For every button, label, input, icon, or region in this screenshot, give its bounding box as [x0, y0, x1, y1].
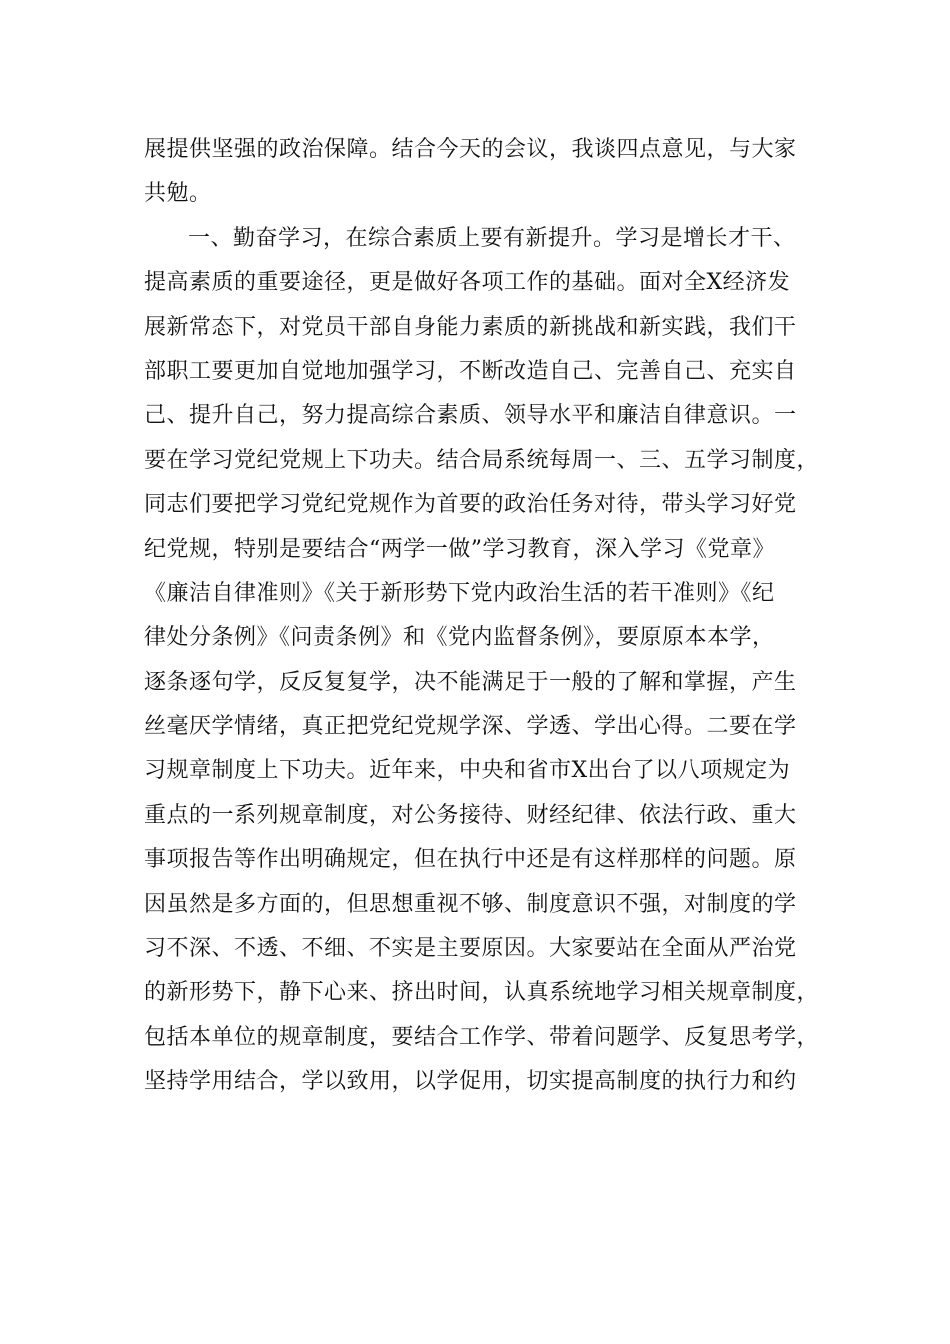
text-line: 《廉洁自律准则》《关于新形势下党内政治生活的若干准则》《纪 — [144, 580, 775, 606]
text-line: 部职工要更加自觉地加强学习，不断改造自己、完善自己、充实自 — [144, 358, 797, 384]
section-heading-line: 一、勤奋学习，在综合素质上要有新提升。学习是增长才干、 — [188, 225, 796, 251]
text-line: 重点的一系列规章制度，对公务接待、财经纪律、依法行政、重大 — [144, 802, 797, 828]
text-line: 事项报告等作出明确规定，但在执行中还是有这样那样的问题。原 — [144, 847, 797, 873]
text-line: 要在学习党纪党规上下功夫。结合局系统每周一、三、五学习制度， — [144, 447, 820, 473]
text-line: 坚持学用结合，学以致用，以学促用，切实提高制度的执行力和约 — [144, 1069, 797, 1095]
text-line: 纪党规，特别是要结合“两学一做”学习教育，深入学习《党章》 — [144, 536, 775, 562]
text-line: 律处分条例》《问责条例》和《党内监督条例》，要原原本本学， — [144, 625, 775, 651]
text-line: 包括本单位的规章制度，要结合工作学、带着问题学、反复思考学， — [144, 1024, 820, 1050]
text-line: 共勉。 — [144, 181, 212, 207]
document-body — [144, 128, 820, 1105]
text-line: 丝毫厌学情绪，真正把党纪党规学深、学透、学出心得。二要在学 — [144, 714, 797, 740]
text-line: 因虽然是多方面的，但思想重视不够、制度意识不强，对制度的学 — [144, 891, 797, 917]
text-line: 展提供坚强的政治保障。结合今天的会议，我谈四点意见，与大家 — [144, 137, 797, 162]
text-line: 逐条逐句学，反反复复学，决不能满足于一般的了解和掌握，产生 — [144, 669, 797, 695]
text-line: 的新形势下，静下心来、挤出时间，认真系统地学习相关规章制度， — [144, 980, 820, 1006]
text-line: 提高素质的重要途径，更是做好各项工作的基础。面对全X经济发 — [144, 270, 791, 296]
text-line: 己、提升自己，努力提高综合素质、领导水平和廉洁自律意识。一 — [144, 403, 797, 429]
text-line: 同志们要把学习党纪党规作为首要的政治任务对待，带头学习好党 — [144, 492, 797, 518]
text-line: 习不深、不透、不细、不实是主要原因。大家要站在全面从严治党 — [144, 936, 797, 962]
text-line: 展新常态下，对党员干部自身能力素质的新挑战和新实践，我们干 — [144, 314, 797, 340]
text-line: 习规章制度上下功夫。近年来，中央和省市X出台了以八项规定为 — [144, 758, 791, 784]
